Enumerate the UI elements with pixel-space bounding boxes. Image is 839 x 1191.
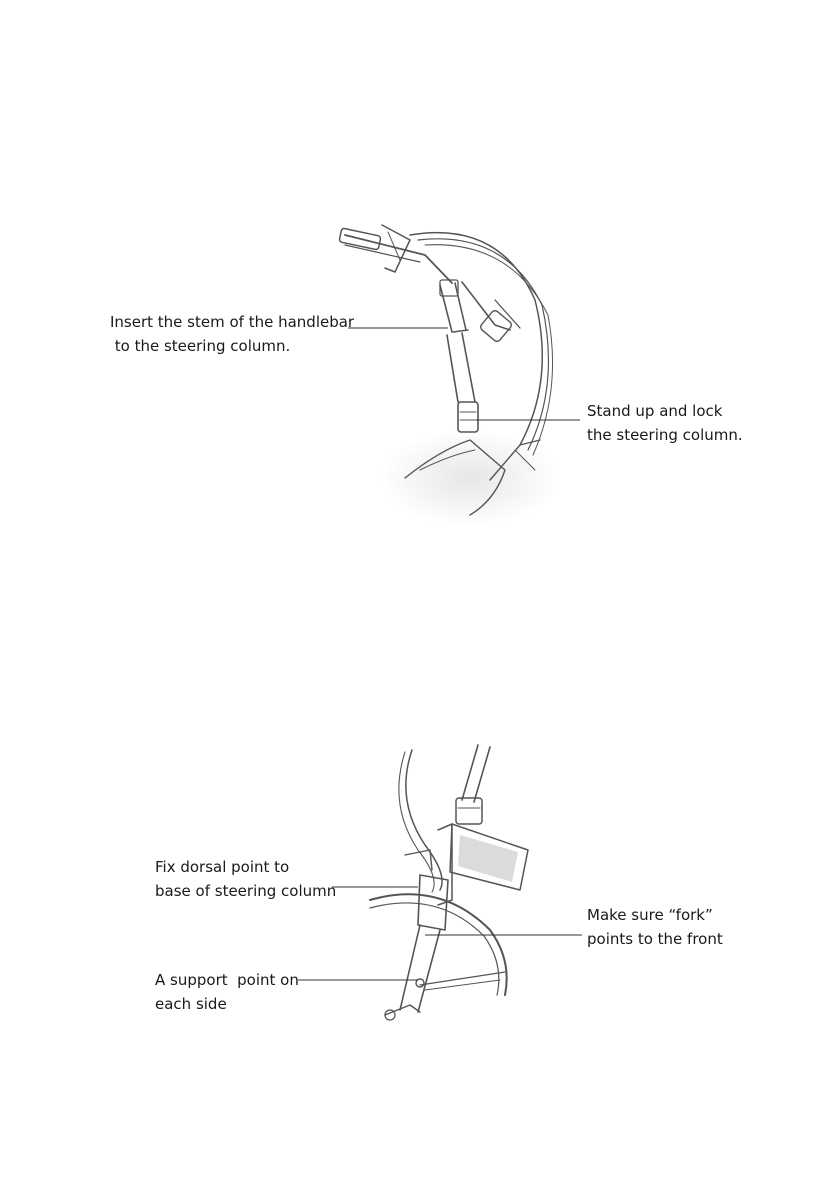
fix-dorsal-point-callout (155, 855, 336, 903)
callout-line: to the steering column. (110, 337, 291, 355)
callout-line: each side (155, 995, 227, 1013)
insert-stem-callout (110, 310, 354, 358)
callout-line: base of steering column (155, 882, 337, 900)
callout-line: Fix dorsal point to (155, 858, 290, 876)
callout-line: the steering column. (587, 426, 743, 444)
callout-line: Insert the stem of the handlebar (110, 313, 355, 331)
callout-line: A support point on (155, 971, 299, 989)
callout-line: Make sure “fork” (587, 906, 713, 924)
callout-line: points to the front (587, 930, 723, 948)
support-point-callout (155, 968, 299, 1016)
callout-line: Stand up and lock (587, 402, 723, 420)
fork-front-callout (587, 903, 723, 951)
stand-up-lock-callout (587, 399, 743, 447)
